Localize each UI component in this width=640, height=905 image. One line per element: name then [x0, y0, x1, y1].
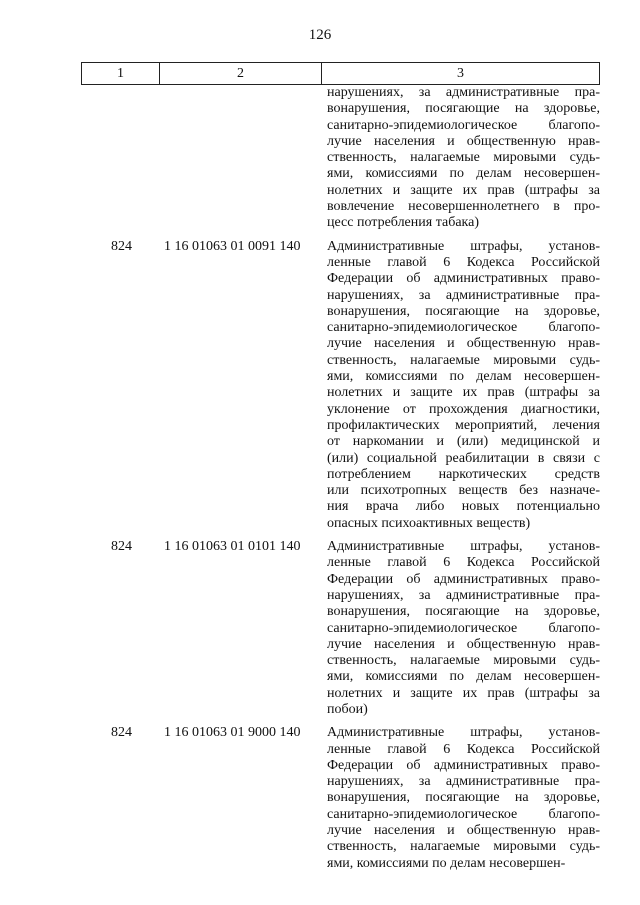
description-line: ния врача либо новых потенциально: [327, 499, 600, 515]
column-header-table: [81, 62, 600, 85]
description-line: вонарушения, посягающие на здоровье,: [327, 604, 600, 620]
description-line: цесс потребления табака): [327, 215, 479, 231]
description-line: санитарно-эпидемиологическое благопо-: [327, 320, 600, 336]
description-line: ями, комиссиями по делам несовершен-: [327, 166, 600, 182]
description-line: Федерации об административных право-: [327, 271, 600, 287]
description-line: вовлечение несовершеннолетнего в про-: [327, 199, 600, 215]
description: [327, 239, 600, 532]
column-header-3: 3: [322, 63, 600, 85]
description-line: профилактических мероприятий, лечения: [327, 417, 600, 433]
description-line: лучие населения и общественную нрав-: [327, 823, 600, 839]
description: [327, 539, 600, 718]
admin-code: 824: [111, 539, 132, 555]
description-line: ственность, налагаемые мировыми судь-: [327, 839, 600, 855]
column-header-row: [82, 63, 600, 85]
description-line: санитарно-эпидемиологическое благопо-: [327, 117, 600, 133]
description-line: нолетних и защите их прав (штрафы за: [327, 385, 600, 401]
admin-code: [81, 85, 158, 232]
table-row: [81, 85, 600, 232]
description-line: ленные главой 6 Кодекса Российской: [327, 254, 600, 270]
description-line: ями, комиссиями по делам несовершен-: [327, 669, 600, 685]
description-line: нарушениях, за административные пра-: [327, 774, 600, 790]
description-line: лучие населения и общественную нрав-: [327, 636, 600, 652]
description-line: санитарно-эпидемиологическое благопо-: [327, 806, 600, 822]
column-header-2: 2: [160, 63, 322, 85]
description-line: уклонение от прохождения диагностики,: [327, 401, 600, 417]
description-line: лучие населения и общественную нрав-: [327, 133, 600, 149]
description-line: ственность, налагаемые мировыми судь-: [327, 352, 600, 368]
description: [327, 725, 600, 872]
classification-code: 1 16 01063 01 0101 140: [164, 539, 301, 555]
description-line: Федерации об административных право-: [327, 757, 600, 773]
classification-code: 1 16 01063 01 9000 140: [164, 725, 301, 741]
description-line: ственность, налагаемые мировыми судь-: [327, 150, 600, 166]
description-line: нолетних и защите их прав (штрафы за: [327, 182, 600, 198]
description-line: ями, комиссиями по делам несовершен-: [327, 855, 566, 871]
description-line: ями, комиссиями по делам несовершен-: [327, 369, 600, 385]
description-line: Федерации об административных право-: [327, 571, 600, 587]
table-row: [81, 539, 600, 718]
description-line: ленные главой 6 Кодекса Российской: [327, 741, 600, 757]
description-line: Административные штрафы, установ-: [327, 725, 600, 741]
page-number: 126: [308, 27, 332, 43]
description-line: ственность, налагаемые мировыми судь-: [327, 653, 600, 669]
description-line: Административные штрафы, установ-: [327, 238, 600, 254]
admin-code: 824: [111, 725, 132, 741]
table-row: [81, 725, 600, 872]
description-line: потреблением наркотических средств: [327, 466, 600, 482]
description-line: нолетних и защите их прав (штрафы за: [327, 685, 600, 701]
description-line: ленные главой 6 Кодекса Российской: [327, 555, 600, 571]
classification-code: [158, 85, 319, 232]
table-body: [81, 85, 600, 879]
admin-code: 824: [111, 238, 132, 254]
description-line: вонарушения, посягающие на здоровье,: [327, 303, 600, 319]
description-line: Административные штрафы, установ-: [327, 539, 600, 555]
description-line: лучие населения и общественную нрав-: [327, 336, 600, 352]
description-line: санитарно-эпидемиологическое благопо-: [327, 620, 600, 636]
table-row: [81, 239, 600, 532]
description: [327, 85, 600, 232]
description-line: или психотропных веществ без назначе-: [327, 483, 600, 499]
description-line: нарушениях, за административные пра-: [327, 85, 600, 100]
description-line: (или) социальной реабилитации в связи с: [327, 450, 600, 466]
description-line: нарушениях, за административные пра-: [327, 587, 600, 603]
description-line: побои): [327, 701, 368, 717]
classification-code: 1 16 01063 01 0091 140: [164, 238, 301, 254]
column-header-1: 1: [82, 63, 160, 85]
description-line: нарушениях, за административные пра-: [327, 287, 600, 303]
description-line: вонарушения, посягающие на здоровье,: [327, 790, 600, 806]
description-line: опасных психоактивных веществ): [327, 515, 531, 531]
description-line: вонарушения, посягающие на здоровье,: [327, 101, 600, 117]
description-line: от наркомании и (или) медицинской и: [327, 434, 600, 450]
